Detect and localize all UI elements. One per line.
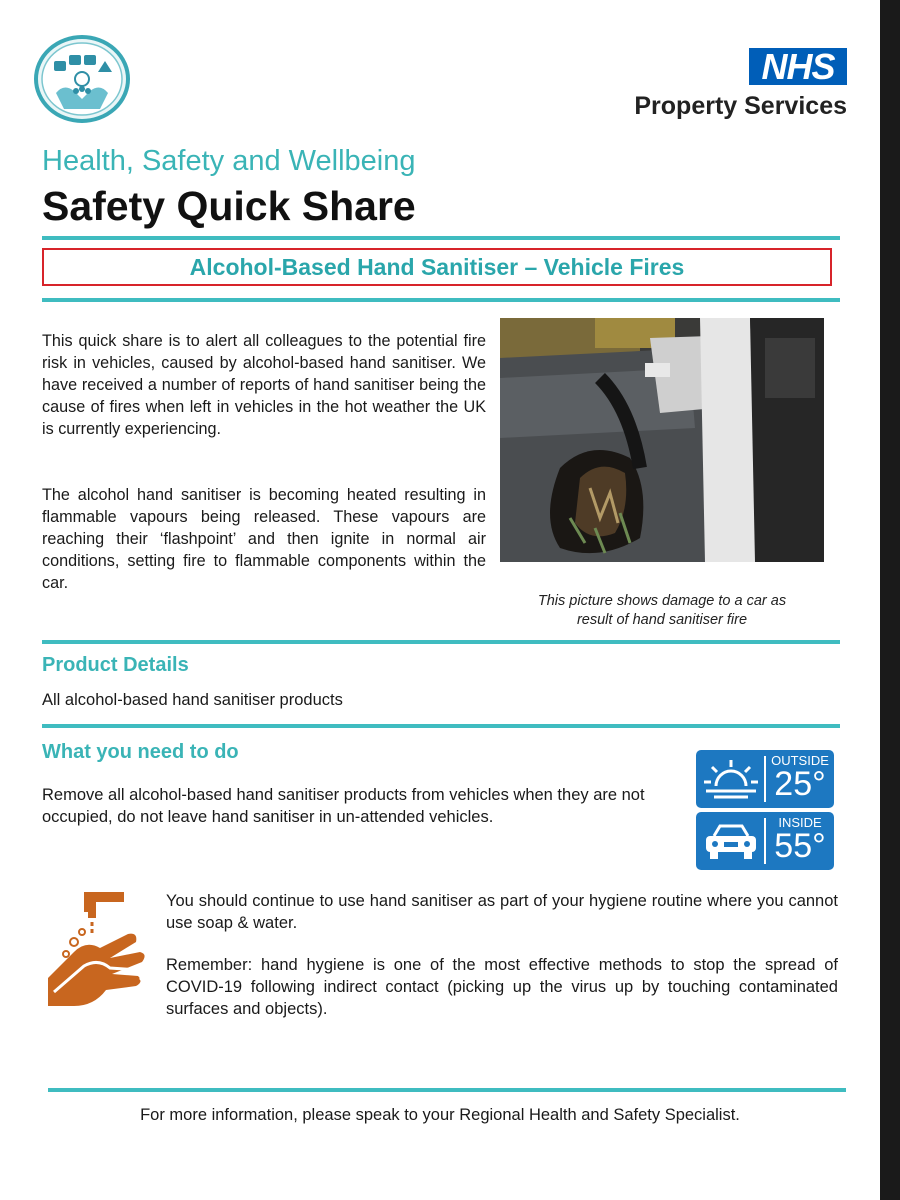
car-icon xyxy=(702,822,760,862)
footer-text: For more information, please speak to your Regional Health and Safety Specialist. xyxy=(140,1106,740,1124)
outside-value: 25° xyxy=(774,765,826,803)
alert-banner-title: Alcohol-Based Hand Sanitiser – Vehicle Fires xyxy=(189,254,685,280)
outside-label: OUTSIDE xyxy=(771,753,829,768)
outside-temperature-badge xyxy=(696,750,834,808)
badge-divider xyxy=(764,818,766,864)
page-title: Safety Quick Share xyxy=(42,183,416,229)
photo-caption-line-1: This picture shows damage to a car as xyxy=(537,593,787,609)
page-edge xyxy=(880,0,900,1200)
wellbeing-logo-icon xyxy=(34,35,130,123)
intro-paragraph-1: This quick share is to alert all colleagues to the potential fire risk in vehicles, caused by alcohol-based hand sanitiser. We have received a number of reports of hand sanitiser being the cause of fires when left in vehicles in the hot weather the UK is currently experiencing. xyxy=(42,332,486,438)
what-to-do-text: Remove all alcohol-based hand sanitiser products from vehicles when they are not occupied, do not leave hand sanitiser in un-attended vehicles. xyxy=(42,786,645,826)
sun-horizon-icon xyxy=(702,758,760,802)
hygiene-paragraph-1: You should continue to use hand sanitiser as part of your hygiene routine where you cannot use soap & water. xyxy=(166,892,838,932)
inside-value: 55° xyxy=(774,827,826,865)
hygiene-paragraph-2: Remember: hand hygiene is one of the most effective methods to stop the spread of COVID-19 following indirect contact (picking up the virus up by touching contaminated surfaces and objects). xyxy=(166,956,838,1018)
divider-rule xyxy=(42,640,840,644)
inside-label: INSIDE xyxy=(778,815,822,830)
alert-banner xyxy=(42,248,832,286)
photo-caption xyxy=(500,592,824,630)
divider-rule xyxy=(42,236,840,240)
divider-rule xyxy=(42,298,840,302)
nhs-logo: NHS xyxy=(749,48,847,85)
product-details-text: All alcohol-based hand sanitiser products xyxy=(42,691,343,709)
product-details-heading: Product Details xyxy=(42,654,189,676)
page-subtitle: Health, Safety and Wellbeing xyxy=(42,145,416,177)
badge-divider xyxy=(764,756,766,802)
divider-rule xyxy=(42,724,840,728)
hand-washing-icon xyxy=(44,882,154,1022)
what-to-do-heading: What you need to do xyxy=(42,741,239,763)
intro-paragraph-2: The alcohol hand sanitiser is becoming heated resulting in flammable vapours being released. These vapours are reaching their ‘flashpoint’ and then ignite in normal air conditions, setting fire to flammable components within the car. xyxy=(42,486,486,592)
divider-rule xyxy=(48,1088,846,1092)
car-fire-damage-photo xyxy=(500,318,824,562)
org-name: Property Services xyxy=(634,92,847,120)
photo-caption-line-2: result of hand sanitiser fire xyxy=(576,612,748,628)
inside-temperature-badge xyxy=(696,812,834,870)
